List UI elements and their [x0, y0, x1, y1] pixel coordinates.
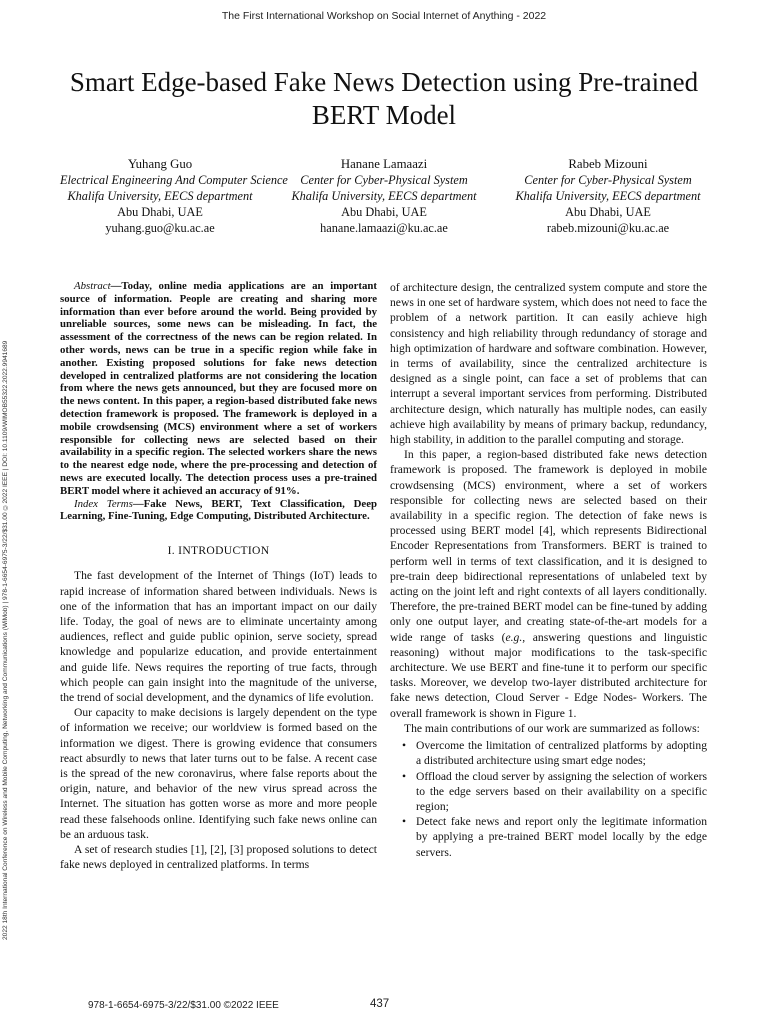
author-1 — [60, 156, 288, 236]
intro-paragraph-contributions: The main contributions of our work are summarized as follows: — [404, 721, 700, 735]
intro-paragraph-2: Our capacity to make decisions is largely dependent on the type of information we receive; our worldview is formed based on the information we digest. There is growing evidence that consumers react absurdly to news that later turns out to be false. A recent case is the spread of the new coronavirus, where false reports about the origin, nature, and behavior of the new virus spread across the Internet. The situation has gotten worse as more and more people read these falsehoods online. Identifying such fake news online can be an arduous task. — [60, 706, 377, 841]
author-affiliation: Khalifa University, EECS department — [67, 189, 253, 203]
author-email[interactable]: hanane.lamaazi@ku.ac.ae — [320, 221, 448, 235]
author-city: Abu Dhabi, UAE — [341, 205, 427, 219]
list-item — [390, 738, 707, 768]
author-dept: Center for Cyber-Physical System — [524, 173, 692, 187]
proposal-text-b: answering questions and linguistic reasoning) without major modifications to the task-specific architecture. We use BERT and fine-tune it to perform our specific tasks. Moreover, we develop two-layer distributed architecture for fake news detection, Cloud Server - Edge Nodes- Workers. The overall framework is shown in Figure 1. — [390, 630, 707, 720]
right-column — [390, 280, 707, 860]
bullet-icon: • — [402, 739, 407, 753]
author-2 — [284, 156, 484, 236]
list-item — [390, 769, 707, 815]
author-city: Abu Dhabi, UAE — [117, 205, 203, 219]
paper-title: Smart Edge-based Fake News Detection using Pre-trained BERT Model — [69, 67, 699, 130]
bullet-icon: • — [402, 769, 407, 783]
left-column — [60, 280, 377, 872]
author-email[interactable]: rabeb.mizouni@ku.ac.ae — [546, 221, 670, 235]
contribution-list — [390, 738, 707, 860]
author-name: Hanane Lamaazi — [340, 157, 428, 171]
author-dept: Center for Cyber-Physical System — [300, 173, 468, 187]
abstract — [60, 280, 377, 498]
list-item-text: Detect fake news and report only the legitimate information by applying a pre-trained BERT model locally by the edge servers. — [416, 815, 707, 859]
abstract-label: Abstract — [74, 280, 111, 292]
author-name: Rabeb Mizouni — [568, 157, 648, 171]
author-email[interactable]: yuhang.guo@ku.ac.ae — [105, 221, 215, 235]
list-item-text: Offload the cloud server by assigning the selection of workers to the edge servers based on their availability on a specific region; — [416, 769, 707, 813]
proposal-eg: e.g., — [505, 630, 526, 644]
side-metadata-strip: 2022 18th International Conference on Wireless and Mobile Computing, Networking and Communications (WiMob) | 978-1-6654-6975-3/22/$31.00 ©2022 IEEE | DOI: 10.1109/WIMOB55322.2022.9941689 — [2, 340, 9, 940]
bullet-icon: • — [402, 815, 407, 829]
author-name: Yuhang Guo — [127, 157, 193, 171]
proposal-text-a: In this paper, a region-based distributed fake news detection framework is proposed. The framework is deployed in mobile crowdsensing (MCS) environment, where a set of workers responsible for collecting news are selected based on their availability in a specific region. The detection of fake news is processed using BERT model [4], which represents Bidirectional Encoder Representations from Transformers. BERT is trained to perform well in terms of text classification, and it is designed to pre-train deep bidirectional representations of unlabeled text by acting on the joint left and right contexts of all layers conditionally. Therefore, the pre-trained BERT model can be fine-tuned by adding only one output layer, and creating state-of-the-art models for a wide range of tasks ( — [390, 448, 707, 644]
conference-header: The First International Workshop on Social Internet of Anything - 2022 — [221, 10, 547, 22]
list-item — [390, 814, 707, 860]
author-3 — [508, 156, 708, 236]
author-affiliation: Khalifa University, EECS department — [291, 189, 477, 203]
intro-paragraph-1: The fast development of the Internet of Things (IoT) leads to rapid increase of information shared between individuals. News is one of the information that has an important impact on our daily life. Today, the goal of news are to eliminate uncertainty among audiences, reflect and guide public opinion, serve society, spread knowledge and popularize education, and provide entertainment and guide life. News requires the reporting of true facts, through which people can gain insight into the magnitude of the universe, the trend of social development, and the dynamics of life evolution. — [60, 569, 377, 704]
section-heading-introduction: I. INTRODUCTION — [167, 544, 270, 558]
intro-paragraph-continuation: of architecture design, the centralized system compute and store the news in one set of hardware system, which does not need to face the problem of a network partition. It can easily achieve high consistency and high reliability through redundancy of storage and high optimization of hardware and software combination. However, in terms of availability, since the centralized architecture is designed as a single point, can face a set of problems that can interrupt a several important services from performing. Distributed architecture design, which naturally has multiple nodes, can easily achieve high availability by means of primary backup, redundancy, high stability, in addition to the parallel computing and storage. — [390, 281, 707, 447]
author-dept: Electrical Engineering And Computer Science — [60, 173, 288, 187]
intro-paragraph-3: A set of research studies [1], [2], [3] proposed solutions to detect fake news deployed in centralized platforms. In terms — [60, 843, 377, 872]
list-item-text: Overcome the limitation of centralized platforms by adopting a distributed architecture using smart edge nodes; — [416, 739, 707, 768]
copyright-footer: 978-1-6654-6975-3/22/$31.00 ©2022 IEEE — [88, 1000, 279, 1011]
intro-paragraph-proposal — [390, 447, 707, 721]
index-terms — [60, 498, 377, 524]
abstract-text: —Today, online media applications are an important source of information. People are creating and sharing more information than ever before around the world. Being provided by unreliable sources, some news can be misleading. In fact, the assessment of the correctness of the news can be region related. In other words, news can be true in a specific region while fake in another. Existing proposed solutions for fake news detection developed in centralized platforms are not considering the location from where the news gets announced, but they are focused more on the news content. In this paper, a region-based distributed fake news detection framework is proposed. The framework is deployed in a mobile crowdsensing (MCS) environment where a set of workers responsible for collecting news are selected based on their availability in a specific region. The selected workers share the news to the nearest edge node, where the pre-processing and detection of news are executed locally. The detection process uses a pre-trained BERT model where it achieved an accuracy of 91%. — [60, 280, 377, 497]
author-affiliation: Khalifa University, EECS department — [515, 189, 701, 203]
author-city: Abu Dhabi, UAE — [565, 205, 651, 219]
index-terms-text: —Fake News, BERT, Text Classification, Deep Learning, Fine-Tuning, Edge Computing, Distributed Architecture. — [60, 497, 377, 523]
page-number: 437 — [370, 998, 390, 1010]
index-terms-label: Index Terms — [74, 497, 133, 510]
